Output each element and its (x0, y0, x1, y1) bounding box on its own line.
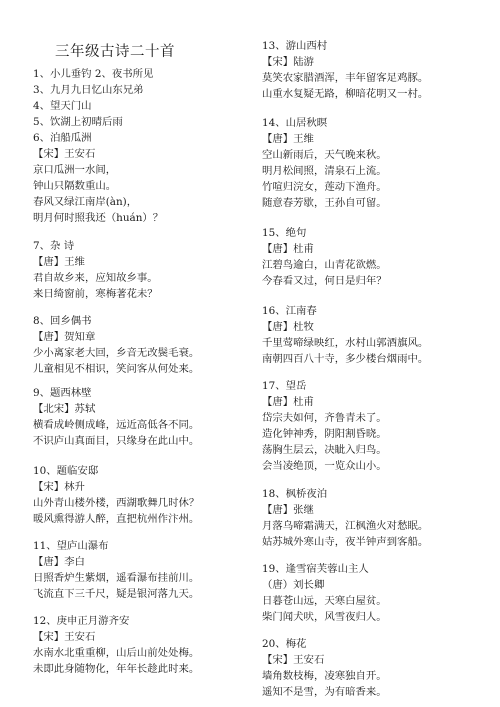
poem-title: 7、杂 诗 (33, 240, 75, 252)
poem-line: 暖风熏得游人醉，直把杭州作汴州。 (33, 513, 200, 525)
poem-title: 9、题西林壁 (33, 387, 92, 399)
poem-line: 千里莺啼绿映红，水村山郭酒旗风。 (262, 337, 429, 349)
poem-title: 5、饮湖上初晴后雨 (33, 116, 123, 128)
poem-line: 日暮苍山远，天寒白屋贫。 (262, 595, 387, 607)
poem-line: 墙角数枝梅，凌寒独自开。 (262, 670, 387, 682)
poem-line: 君自故乡来，应知故乡事。 (33, 272, 158, 284)
poem-title: 3、九月九日忆山东兄弟 (33, 84, 144, 96)
poem-title: 19、逢雪宿芙蓉山主人 (262, 563, 369, 575)
poem-line: 岱宗夫如何，齐鲁青未了。 (262, 412, 387, 424)
poem-author: 【唐】张继 (262, 504, 314, 516)
poem-line: 少小离家老大回，乡音无改鬓毛衰。 (33, 347, 200, 359)
poem-title: 8、回乡偶书 (33, 315, 92, 327)
poem-line: 明月何时照我还（huán）？ (33, 212, 164, 224)
poem-line: 月落乌啼霜满天，江枫渔火对愁眠。 (262, 520, 429, 532)
poem-line: 春风又绿江南岸(àn)， (33, 196, 138, 208)
poem-title: 13、游山西村 (262, 40, 328, 52)
poem-author: 【唐】杜甫 (262, 396, 314, 408)
poem-line: 江碧鸟逾白，山青花欲燃。 (262, 259, 387, 271)
poem-author: 【宋】陆游 (262, 56, 314, 68)
poem-title: 6、泊船瓜洲 (33, 132, 92, 144)
poem-title: 10、题临安邸 (33, 465, 99, 477)
poem-line: 南朝四百八十寺，多少楼台烟雨中。 (262, 353, 429, 365)
poem-title: 18、枫桥夜泊 (262, 488, 328, 500)
poem-author: 【唐】杜甫 (262, 243, 314, 255)
poem-line: 姑苏城外寒山寺，夜半钟声到客船。 (262, 536, 429, 548)
poem-author: 【唐】贺知章 (33, 331, 96, 343)
poem-title: 11、望庐山瀑布 (33, 540, 109, 552)
poem-line: 竹喧归浣女，莲动下渔舟。 (262, 181, 387, 193)
poem-line: 不识庐山真面目，只缘身在此山中。 (33, 435, 200, 447)
poem-line: 未即此身随物化，年年长趁此时来。 (33, 663, 200, 675)
poem-author: 【唐】李白 (33, 556, 85, 568)
poem-line: 会当凌绝顶，一览众山小。 (262, 460, 387, 472)
page-title: 三年级古诗二十首 (55, 44, 175, 60)
poem-line: 遥知不是雪，为有暗香来。 (262, 686, 387, 698)
poem-line: 来日绮窗前，寒梅著花未？ (33, 288, 158, 300)
poem-line: 钟山只隔数重山。 (33, 180, 117, 192)
poem-line: 随意春芳歇，王孙自可留。 (262, 197, 387, 209)
poem-line: 日照香炉生紫烟，遥看瀑布挂前川。 (33, 572, 200, 584)
poem-line: 横看成岭侧成峰，远近高低各不同。 (33, 419, 200, 431)
poem-line: 今春看又过，何日是归年？ (262, 275, 387, 287)
poem-author: 【宋】王安石 (262, 654, 325, 666)
poem-title: 15、绝句 (262, 227, 307, 239)
poem-line: 莫笑农家腊酒浑，丰年留客足鸡豚。 (262, 72, 429, 84)
poem-line: 造化钟神秀，阴阳割昏晓。 (262, 428, 387, 440)
poem-author: 【唐】杜牧 (262, 321, 314, 333)
poem-line: 空山新雨后，天气晚来秋。 (262, 149, 387, 161)
poem-author: 【唐】王维 (262, 133, 314, 145)
poem-title: 17、望岳 (262, 380, 307, 392)
poem-line: 京口瓜洲一水间， (33, 164, 117, 176)
poem-author: 【北宋】苏轼 (33, 403, 96, 415)
poem-line: 儿童相见不相识，笑问客从何处来。 (33, 363, 200, 375)
poem-line: 荡胸生层云，决眦入归鸟。 (262, 444, 387, 456)
poem-title: 14、山居秋暝 (262, 117, 328, 129)
poem-line: 飞流直下三千尺，疑是银河落九天。 (33, 588, 200, 600)
poem-title: 20、梅花 (262, 638, 307, 650)
poem-title: 4、望天门山 (33, 100, 92, 112)
poem-author: 【宋】林升 (33, 481, 85, 493)
poem-line: 山重水复疑无路，柳暗花明又一村。 (262, 88, 429, 100)
poem-title: 12、庚申正月游齐安 (33, 615, 130, 627)
poem-author: 【唐】王维 (33, 256, 85, 268)
poem-title: 1、小儿垂钓 2、夜书所见 (33, 68, 154, 80)
poem-title: 16、江南春 (262, 305, 317, 317)
poem-line: 柴门闻犬吠，风雪夜归人。 (262, 611, 387, 623)
poem-author: 【宋】王安石 (33, 631, 96, 643)
poem-line: 水南水北重重柳，山后山前处处梅。 (33, 647, 200, 659)
poem-line: 山外青山楼外楼，西湖歌舞几时休？ (33, 497, 200, 509)
poem-author: （唐）刘长卿 (262, 579, 325, 591)
poem-line: 明月松间照，清泉石上流。 (262, 165, 387, 177)
poem-author: 【宋】王安石 (33, 148, 96, 160)
